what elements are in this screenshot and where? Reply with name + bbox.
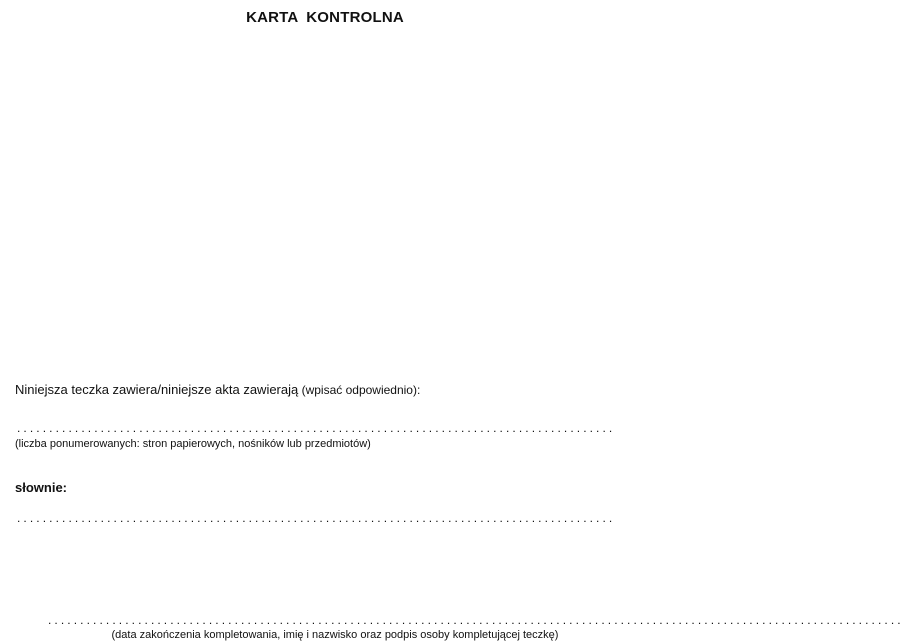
page-title: KARTA KONTROLNA [246, 9, 404, 26]
intro-main: Niniejsza teczka zawiera/niniejsze akta zawierają [15, 382, 299, 397]
signature-field[interactable]: ..................................................................................................................................... [48, 613, 904, 627]
intro-text [15, 382, 420, 397]
slownie-field[interactable]: ............................................................................................. [17, 511, 616, 525]
signature-caption: (data zakończenia kompletowania, imię i nazwisko oraz podpis osoby kompletującej teczkę) [111, 629, 559, 641]
slownie-label: słownie: [15, 480, 68, 495]
intro-note: (wpisać odpowiednio): [298, 383, 421, 397]
page-count-caption: (liczba ponumerowanych: stron papierowych, nośników lub przedmiotów) [15, 438, 371, 450]
page-count-field[interactable]: ............................................................................................. [17, 421, 616, 435]
